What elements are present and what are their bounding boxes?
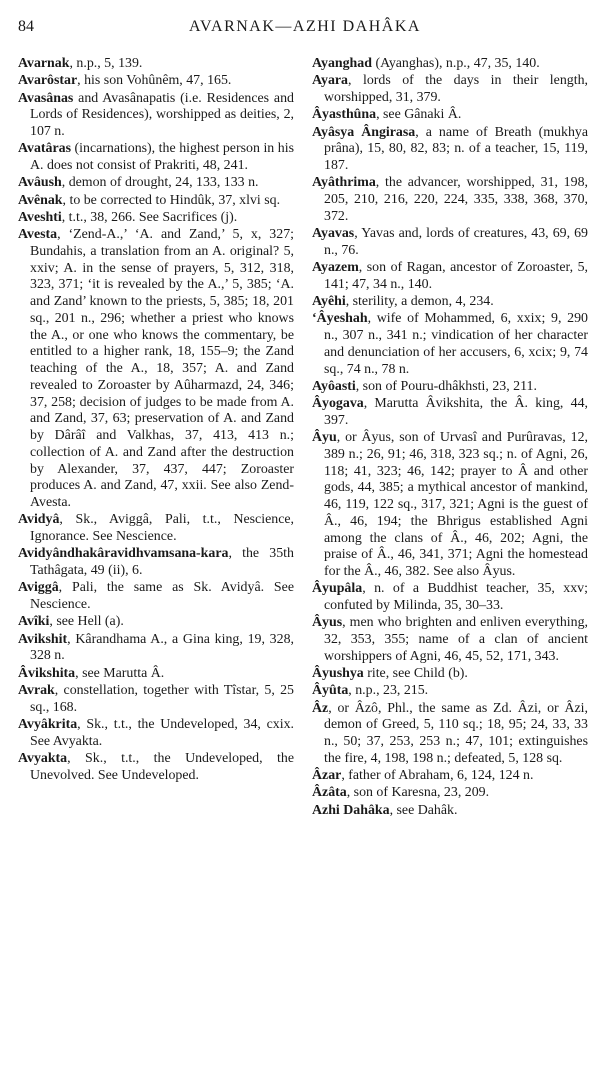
entry-headword: Ayavas [312,226,355,241]
index-entry [312,430,588,581]
entry-headword: Avarnak [18,56,70,71]
entry-text: , Pali, the same as Sk. Avidyâ. See Nescience. [30,580,294,612]
entry-text: , son of Karesna, 23, 209. [346,785,490,801]
index-entry [18,751,294,785]
entry-headword: Ayôasti [312,378,356,394]
index-entry [312,311,588,378]
entry-text: , constellation, together with Tîstar, 5, 25 sq., 168. [30,682,294,715]
entry-text: , sterility, a demon, 4, 234. [345,294,494,309]
entry-text: rite, see Child (b). [363,666,468,681]
entry-text: , son of Ragan, ancestor of Zoroaster, 5, 141; 47, 34 n., 140. [324,260,588,292]
entry-text: , see Marutta Â. [75,665,165,681]
index-entry [18,683,294,717]
entry-headword: Âyus [312,615,343,631]
index-entry [18,141,294,175]
entry-text: , Sk., Aviggâ, Pali, t.t., Nescience, Ignorance. See Nescience. [30,512,294,544]
index-entry [18,175,294,192]
entry-headword: Âvikshita [18,665,76,681]
entry-text: , see Dahâk. [389,802,458,818]
entry-headword: Aviggâ [18,580,59,596]
index-entry [312,396,588,430]
entry-headword: Azhi Dahâka [312,802,390,818]
index-entry [312,260,588,294]
entry-headword: Avyâkrita [18,716,78,732]
entry-headword: Aveshti [18,209,62,225]
entry-headword: Ayara [312,73,349,89]
entry-headword: Avâush [18,175,62,191]
entry-text: , t.t., 38, 266. See Sacrifices (j). [61,209,238,225]
entry-headword: Âz [312,700,329,716]
index-entry [18,717,294,751]
entry-text: , son of Pouru-dhâkhsti, 23, 211. [355,378,537,394]
entry-headword: Ayâthrima [312,175,376,191]
index-entry [18,512,294,546]
entry-text: , Kârandhama A., a Gina king, 19, 328, 328 n. [30,631,294,664]
entry-text: , see Gânaki Â. [376,107,462,123]
index-entry [312,73,588,107]
entry-headword: Avidyâ [18,512,60,528]
entry-text: , lords of the days in their length, worshipped, 31, 379. [324,73,588,105]
index-entry [312,683,588,700]
entry-headword: Ayazem [312,260,359,275]
entry-text: , demon of drought, 24, 133, 133 n. [61,175,259,191]
index-entry [18,91,294,141]
entry-text: , father of Abraham, 6, 124, 124 n. [341,768,534,783]
entry-headword: Avîki [18,614,50,630]
index-entry [18,666,294,683]
entry-text: , see Hell (a). [49,614,124,630]
entry-headword: Ayâsya Ângirasa [312,124,416,140]
entry-headword: Avasânas [18,90,74,106]
index-entry [312,125,588,175]
entry-text: , wife of Mohammed, 6, xxix; 9, 290 n., 307 n., 341 n.; vindication of her character and denunciation of her accusers, 6, xcix; 9, 74 sq., 74 n., 78 n. [324,311,588,377]
entry-text: , or Âyus, son of Urvasî and Purûravas, 12, 389 n.; 26, 91; 46, 318, 323 sq.; n. of Agni, 26, 118; 41, 323; 46, 142; prayer to Â and other gods, 44, 385; a mythical ancestor of mankind, 46, 119, 122 sq., 317, 321; Agni is the guest of Â., 46, 194; the Bhrigus established Agni among the clans of Â., 46, 202; Agni, the praise of Â., 46, 341, 371; Agni the homestead for the Â., 46, 382. See also Âyus. [324,430,588,579]
entry-text: (incarnations), the highest person in his A. does not consist of Prakriti, 48, 241. [30,141,294,173]
entry-text: , men who brighten and enliven everything, 32, 353, 355; name of a clan of ancient worshippers of Agni, 46, 45, 52, 171, 343. [324,615,588,664]
entry-headword: Âyûta [312,683,349,699]
entry-text: , to be corrected to Hindûk, 37, xlvi sq. [62,192,281,208]
index-entry [312,615,588,665]
entry-headword: Âyasthûna [312,107,377,123]
entry-headword: Avarôstar [18,73,78,89]
entry-text: , or Âzô, Phl., the same as Zd. Âzi, or Âzi, demon of Greed, 5, 110 sq.; 18, 95; 24, 33, 33 n., 50; 37, 253, 253 n.; 47, 101; extinguishes the fire, 4, 198, 198 n.; defeated, 5, 128 sq. [324,700,588,766]
entry-text: , his son Vohûnêm, 47, 165. [77,73,232,89]
entry-headword: Avikshit [18,631,68,647]
entry-headword: Ayêhi [312,294,346,309]
entry-headword: Âyushya [312,666,364,681]
entry-text: and Avasânapatis (i.e. Residences and Lords of Residences), worshipped as deities, 2, 107 n. [30,90,294,139]
index-entry [312,294,588,311]
entry-text: , Marutta Âvikshita, the Â. king, 44, 397. [324,396,588,428]
index-column-right [312,56,588,820]
page-number: 84 [18,18,34,35]
entry-text: , the 35th Tathâgata, 49 (ii), 6. [30,546,294,578]
entry-headword: Avesta [18,227,58,242]
entry-headword: Âzar [312,768,342,783]
index-entry [18,580,294,614]
entry-text: , Sk., t.t., the Undeveloped, 34, cxix. See Avyakta. [30,716,294,749]
index-column-left [18,56,294,785]
entry-headword: Avidyândhakâravidhvamsana-kara [18,546,229,562]
index-entry [18,56,294,73]
index-entry [18,227,294,512]
entry-headword: Avênak [18,192,63,208]
entry-headword: Avatâras [18,141,71,157]
index-entry [312,768,588,785]
entry-text: , Yavas and, lords of creatures, 43, 69, 69 n., 76. [324,226,588,258]
entry-text: , a name of Breath (mukhya prâna), 15, 80, 82, 83; n. of a teacher, 15, 119, 187. [324,124,588,173]
index-entry [312,379,588,396]
index-entry [18,210,294,227]
index-entry [312,107,588,124]
index-entry [18,193,294,210]
entry-headword: Âyogava [312,396,364,411]
page-header [18,16,592,42]
index-entry [312,701,588,768]
entry-headword: Âyu [312,430,337,445]
entry-headword: Âyupâla [312,581,363,597]
index-entry [18,632,294,666]
entry-headword: ‘Âyeshah [312,311,368,327]
entry-text: , ‘Zend-A.,’ ‘A. and Zand,’ 5, x, 327; Bundahis, a translation from an A. original? 5, xxiv; A. in the sense of prayers, 5, 312, 318, 323, 371; ‘it is revealed by the A.,’ 5, 385; ‘A. and Zand’ known to the priests, 5, 385; 18, 201 sq., 201 n., 296; whether a priest who knows the A., or one who knows the commentary, be entitled to a higher rank, 18, 155–9; the Zand teaching of the A., 18, 357; A. and Zand revealed to Zoroaster by Aûharmazd, 24, 346; 37, 258; decision of judges to be made from A. and Zand, 37, 63; preservation of A. and Zand by Dârâî and Valkhas, 37, 413, 413 n.; collection of A. and Zand after the destruction by Alexander, 37, 437, 447; Zoroaster produces A. and Zand, 47, xxii. See also Zend-Avesta. [30,227,294,510]
index-entry [312,803,588,820]
entry-headword: Ayanghad [312,56,372,71]
index-entry [312,785,588,802]
entry-text: , the advancer, worshipped, 31, 198, 205, 210, 216, 220, 224, 335, 338, 368, 370, 372. [324,175,588,224]
index-entry [18,546,294,580]
entry-text: , n.p., 5, 139. [69,56,143,71]
entry-text: , n. of a Buddhist teacher, 35, xxv; confuted by Milinda, 35, 30–33. [324,581,588,613]
index-entry [312,581,588,615]
entry-headword: Avrak [18,682,55,698]
index-entry [312,666,588,683]
index-entry [312,175,588,225]
index-entry [312,226,588,260]
entry-text: (Ayanghas), n.p., 47, 35, 140. [371,56,540,71]
entry-headword: Âzâta [312,785,347,801]
running-head: AVARNAK—AZHI DAHÂKA [189,18,421,35]
entry-text: , Sk., t.t., the Undeveloped, the Unevolved. See Undeveloped. [30,750,294,783]
index-entry [18,73,294,90]
index-entry [18,614,294,631]
index-entry [312,56,588,73]
entry-headword: Avyakta [18,750,68,766]
entry-text: , n.p., 23, 215. [348,683,429,699]
